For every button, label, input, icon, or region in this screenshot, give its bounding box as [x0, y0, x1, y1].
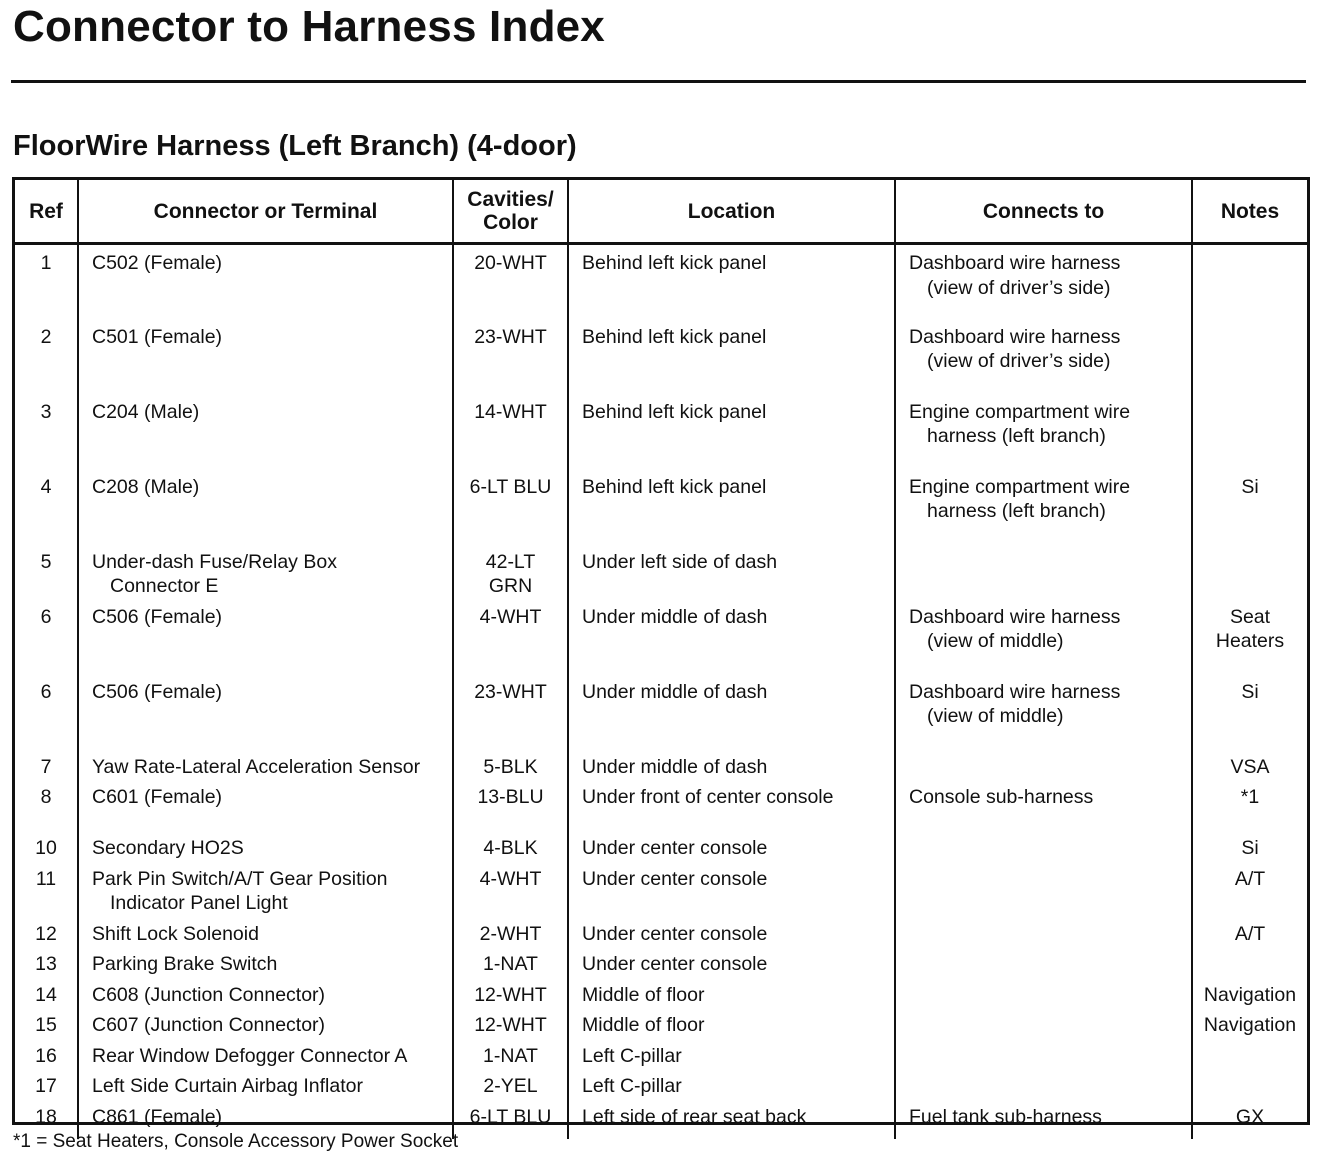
location-cell: Under center console: [568, 861, 895, 916]
cavities-cell: [453, 779, 568, 830]
connects-to-cell-line: Dashboard wire harness: [909, 680, 1121, 703]
connector-cell-line: C607 (Junction Connector): [92, 1014, 326, 1036]
notes-cell-line: Si: [1241, 680, 1259, 703]
location-cell: Under left side of dash: [568, 544, 895, 599]
connector-cell-line: Secondary HO2S: [92, 837, 244, 859]
connector-cell-line: Park Pin Switch/A/T Gear Position: [92, 867, 388, 890]
connects-to-cell-line: harness (left branch): [927, 425, 1106, 447]
cavities-cell: [453, 469, 568, 544]
header-cavities: [453, 180, 568, 244]
connector-cell: [78, 977, 453, 1008]
connects-to-cell: [895, 1038, 1192, 1069]
ref-cell: 7: [15, 749, 78, 780]
location-cell: Under middle of dash: [568, 674, 895, 749]
connector-cell-line: Indicator Panel Light: [110, 892, 288, 914]
cavities-cell: [453, 916, 568, 947]
header-connector: Connector or Terminal: [78, 180, 453, 244]
connects-to-cell-line: Dashboard wire harness: [909, 605, 1121, 628]
connects-to-cell-line: Console sub-harness: [909, 786, 1094, 808]
connector-cell-line: C608 (Junction Connector): [92, 983, 326, 1006]
connector-cell: [78, 861, 453, 916]
connects-to-cell: [895, 946, 1192, 977]
location-cell: Left side of rear seat back: [568, 1099, 895, 1139]
connects-to-cell-line: Engine compartment wire: [909, 475, 1131, 498]
connects-to-cell: [895, 319, 1192, 394]
ref-cell: 5: [15, 544, 78, 599]
ref-cell: 2: [15, 319, 78, 394]
connector-cell-line: Parking Brake Switch: [92, 953, 278, 975]
table-row: [15, 1068, 1307, 1099]
cavities-cell-line: 13-BLU: [477, 786, 544, 808]
connects-to-cell: [895, 779, 1192, 830]
cavities-cell: [453, 394, 568, 469]
location-cell: Left C-pillar: [568, 1068, 895, 1099]
cavities-cell-line: 23-WHT: [474, 680, 547, 703]
connector-table: [12, 177, 1310, 1128]
notes-cell: [1192, 674, 1307, 749]
location-cell: Middle of floor: [568, 1007, 895, 1038]
cavities-cell-line: 1-NAT: [483, 953, 538, 975]
ref-cell: 12: [15, 916, 78, 947]
connects-to-cell: [895, 977, 1192, 1008]
notes-cell: [1192, 469, 1307, 544]
connector-cell: [78, 946, 453, 977]
connector-cell: [78, 674, 453, 749]
table-row: [15, 1007, 1307, 1038]
ref-cell: 10: [15, 830, 78, 861]
connects-to-cell-line: harness (left branch): [927, 500, 1106, 522]
notes-cell: [1192, 1007, 1307, 1038]
connects-to-cell: [895, 1099, 1192, 1139]
connector-cell: [78, 469, 453, 544]
connects-to-cell: [895, 1007, 1192, 1038]
connects-to-cell: [895, 1068, 1192, 1099]
cavities-cell: [453, 830, 568, 861]
notes-cell-line: A/T: [1234, 922, 1266, 945]
connects-to-cell-line: Engine compartment wire: [909, 400, 1131, 423]
cavities-cell-line: 6-LT BLU: [469, 1105, 552, 1128]
cavities-cell: [453, 544, 568, 599]
page-title: Connector to Harness Index: [13, 2, 605, 51]
table-row: [15, 599, 1307, 674]
connects-to-cell: [895, 830, 1192, 861]
connector-cell: [78, 1068, 453, 1099]
notes-cell: [1192, 946, 1307, 977]
location-cell: Under center console: [568, 830, 895, 861]
ref-cell: 8: [15, 779, 78, 830]
table-row: [15, 319, 1307, 394]
notes-cell-line: Heaters: [1215, 630, 1285, 652]
cavities-cell: [453, 599, 568, 674]
connector-cell-line: Rear Window Defogger Connector A: [92, 1044, 408, 1067]
location-cell: Middle of floor: [568, 977, 895, 1008]
cavities-cell: [453, 244, 568, 319]
notes-cell: [1192, 544, 1307, 599]
notes-cell-line: GX: [1235, 1105, 1265, 1128]
ref-cell: 3: [15, 394, 78, 469]
table-row: [15, 916, 1307, 947]
cavities-cell-line: 12-WHT: [474, 983, 547, 1006]
connector-cell-line: C501 (Female): [92, 325, 223, 348]
connects-to-cell: [895, 599, 1192, 674]
ref-cell: 18: [15, 1099, 78, 1139]
cavities-cell-line: 20-WHT: [474, 252, 547, 274]
cavities-cell: [453, 1007, 568, 1038]
header-location: Location: [568, 180, 895, 244]
connects-to-cell: [895, 749, 1192, 780]
footnote: *1 = Seat Heaters, Console Accessory Power Socket: [13, 1131, 459, 1152]
ref-cell: 17: [15, 1068, 78, 1099]
connector-cell: [78, 830, 453, 861]
cavities-cell-line: 23-WHT: [474, 325, 547, 348]
notes-cell: [1192, 779, 1307, 830]
connects-to-cell: [895, 244, 1192, 319]
cavities-cell: [453, 1068, 568, 1099]
connector-cell-line: C204 (Male): [92, 400, 200, 423]
ref-cell: 15: [15, 1007, 78, 1038]
connector-cell-line: Yaw Rate-Lateral Acceleration Sensor: [92, 755, 421, 778]
connector-cell: [78, 1038, 453, 1069]
connector-cell-line: Connector E: [110, 575, 219, 597]
ref-cell: 6: [15, 674, 78, 749]
table-row: [15, 469, 1307, 544]
ref-cell: 16: [15, 1038, 78, 1069]
header-ref: Ref: [15, 180, 78, 244]
connector-cell-line: C502 (Female): [92, 252, 223, 274]
notes-cell-line: *1: [1240, 786, 1260, 808]
connector-cell: [78, 749, 453, 780]
location-cell: Left C-pillar: [568, 1038, 895, 1069]
cavities-cell: [453, 319, 568, 394]
cavities-cell-line: 42-LT: [485, 550, 536, 573]
cavities-cell-line: 2-YEL: [483, 1075, 538, 1097]
table-row: [15, 946, 1307, 977]
location-cell: Under center console: [568, 916, 895, 947]
cavities-cell-line: 6-LT BLU: [469, 475, 552, 498]
ref-cell: 11: [15, 861, 78, 916]
connects-to-cell-line: Dashboard wire harness: [909, 325, 1121, 348]
table-row: [15, 861, 1307, 916]
cavities-cell: [453, 749, 568, 780]
ref-cell: 14: [15, 977, 78, 1008]
table-row: [15, 977, 1307, 1008]
notes-cell: [1192, 749, 1307, 780]
cavities-cell-line: 4-BLK: [483, 837, 538, 859]
location-cell: Under front of center console: [568, 779, 895, 830]
connects-to-cell-line: (view of driver’s side): [927, 350, 1111, 372]
cavities-cell-line: 1-NAT: [483, 1044, 538, 1067]
location-cell: Behind left kick panel: [568, 394, 895, 469]
connects-to-cell: [895, 916, 1192, 947]
ref-cell: 1: [15, 244, 78, 319]
cavities-cell-line: 4-WHT: [479, 605, 542, 628]
table-row: [15, 244, 1307, 319]
cavities-cell-line: 12-WHT: [474, 1014, 547, 1036]
cavities-cell-line: 14-WHT: [474, 400, 547, 423]
notes-cell-line: A/T: [1234, 867, 1266, 890]
notes-cell: [1192, 244, 1307, 319]
connects-to-cell-line: Fuel tank sub-harness: [909, 1105, 1102, 1128]
notes-cell: [1192, 916, 1307, 947]
notes-cell: [1192, 394, 1307, 469]
connector-cell: [78, 319, 453, 394]
table-body: [15, 244, 1307, 1139]
notes-cell-line: Navigation: [1203, 983, 1297, 1006]
table-row: [15, 749, 1307, 780]
cavities-cell: [453, 977, 568, 1008]
header-connects-to: Connects to: [895, 180, 1192, 244]
title-divider: [11, 80, 1306, 83]
connects-to-cell: [895, 674, 1192, 749]
connector-cell-line: C861 (Female): [92, 1105, 223, 1128]
connector-cell: [78, 544, 453, 599]
table-row: [15, 544, 1307, 599]
cavities-cell-line: 4-WHT: [479, 867, 542, 890]
header-cavities-line2: Color: [483, 211, 538, 234]
notes-cell: [1192, 1038, 1307, 1069]
notes-cell: [1192, 1099, 1307, 1139]
connector-cell-line: Left Side Curtain Airbag Inflator: [92, 1075, 363, 1097]
connects-to-cell: [895, 469, 1192, 544]
connector-cell: [78, 244, 453, 319]
location-cell: Behind left kick panel: [568, 319, 895, 394]
connector-cell: [78, 916, 453, 947]
connects-to-cell-line: (view of middle): [927, 630, 1064, 652]
connector-cell: [78, 779, 453, 830]
table-row: [15, 830, 1307, 861]
connects-to-cell-line: Dashboard wire harness: [909, 252, 1121, 274]
ref-cell: 13: [15, 946, 78, 977]
location-cell: Behind left kick panel: [568, 244, 895, 319]
notes-cell-line: VSA: [1230, 755, 1270, 778]
cavities-cell: [453, 946, 568, 977]
connector-cell-line: Under-dash Fuse/Relay Box: [92, 550, 337, 573]
cavities-cell-line: GRN: [488, 575, 533, 597]
location-cell: Under middle of dash: [568, 599, 895, 674]
ref-cell: 6: [15, 599, 78, 674]
connects-to-cell: [895, 544, 1192, 599]
header-cavities-line1: Cavities/: [467, 188, 554, 211]
cavities-cell: [453, 674, 568, 749]
notes-cell: [1192, 977, 1307, 1008]
cavities-cell: [453, 1038, 568, 1069]
table-row: [15, 394, 1307, 469]
connector-cell-line: Shift Lock Solenoid: [92, 922, 259, 945]
connects-to-cell-line: (view of driver’s side): [927, 276, 1111, 299]
cavities-cell-line: 2-WHT: [479, 922, 542, 945]
notes-cell: [1192, 319, 1307, 394]
connector-cell-line: C506 (Female): [92, 605, 223, 628]
table-row: [15, 1038, 1307, 1069]
notes-cell: [1192, 599, 1307, 674]
connector-cell-line: C601 (Female): [92, 786, 223, 808]
connector-cell: [78, 1007, 453, 1038]
header-notes: Notes: [1192, 180, 1307, 244]
table-row: [15, 674, 1307, 749]
cavities-cell: [453, 1099, 568, 1139]
connects-to-cell-line: (view of middle): [927, 705, 1064, 727]
section-title: FloorWire Harness (Left Branch) (4-door): [13, 130, 577, 162]
table-row: [15, 779, 1307, 830]
notes-cell: [1192, 1068, 1307, 1099]
cavities-cell: [453, 861, 568, 916]
notes-cell: [1192, 830, 1307, 861]
cavities-cell-line: 5-BLK: [483, 755, 538, 778]
ref-cell: 4: [15, 469, 78, 544]
notes-cell-line: Seat: [1229, 605, 1271, 628]
connects-to-cell: [895, 861, 1192, 916]
notes-cell-line: Navigation: [1203, 1014, 1297, 1036]
location-cell: Under middle of dash: [568, 749, 895, 780]
connector-cell-line: C208 (Male): [92, 475, 200, 498]
location-cell: Behind left kick panel: [568, 469, 895, 544]
connector-cell-line: C506 (Female): [92, 680, 223, 703]
notes-cell-line: Si: [1241, 837, 1259, 859]
connector-cell: [78, 599, 453, 674]
connects-to-cell: [895, 394, 1192, 469]
location-cell: Under center console: [568, 946, 895, 977]
connector-cell: [78, 394, 453, 469]
notes-cell-line: Si: [1241, 475, 1259, 498]
table-header-row: [15, 180, 1307, 244]
notes-cell: [1192, 861, 1307, 916]
